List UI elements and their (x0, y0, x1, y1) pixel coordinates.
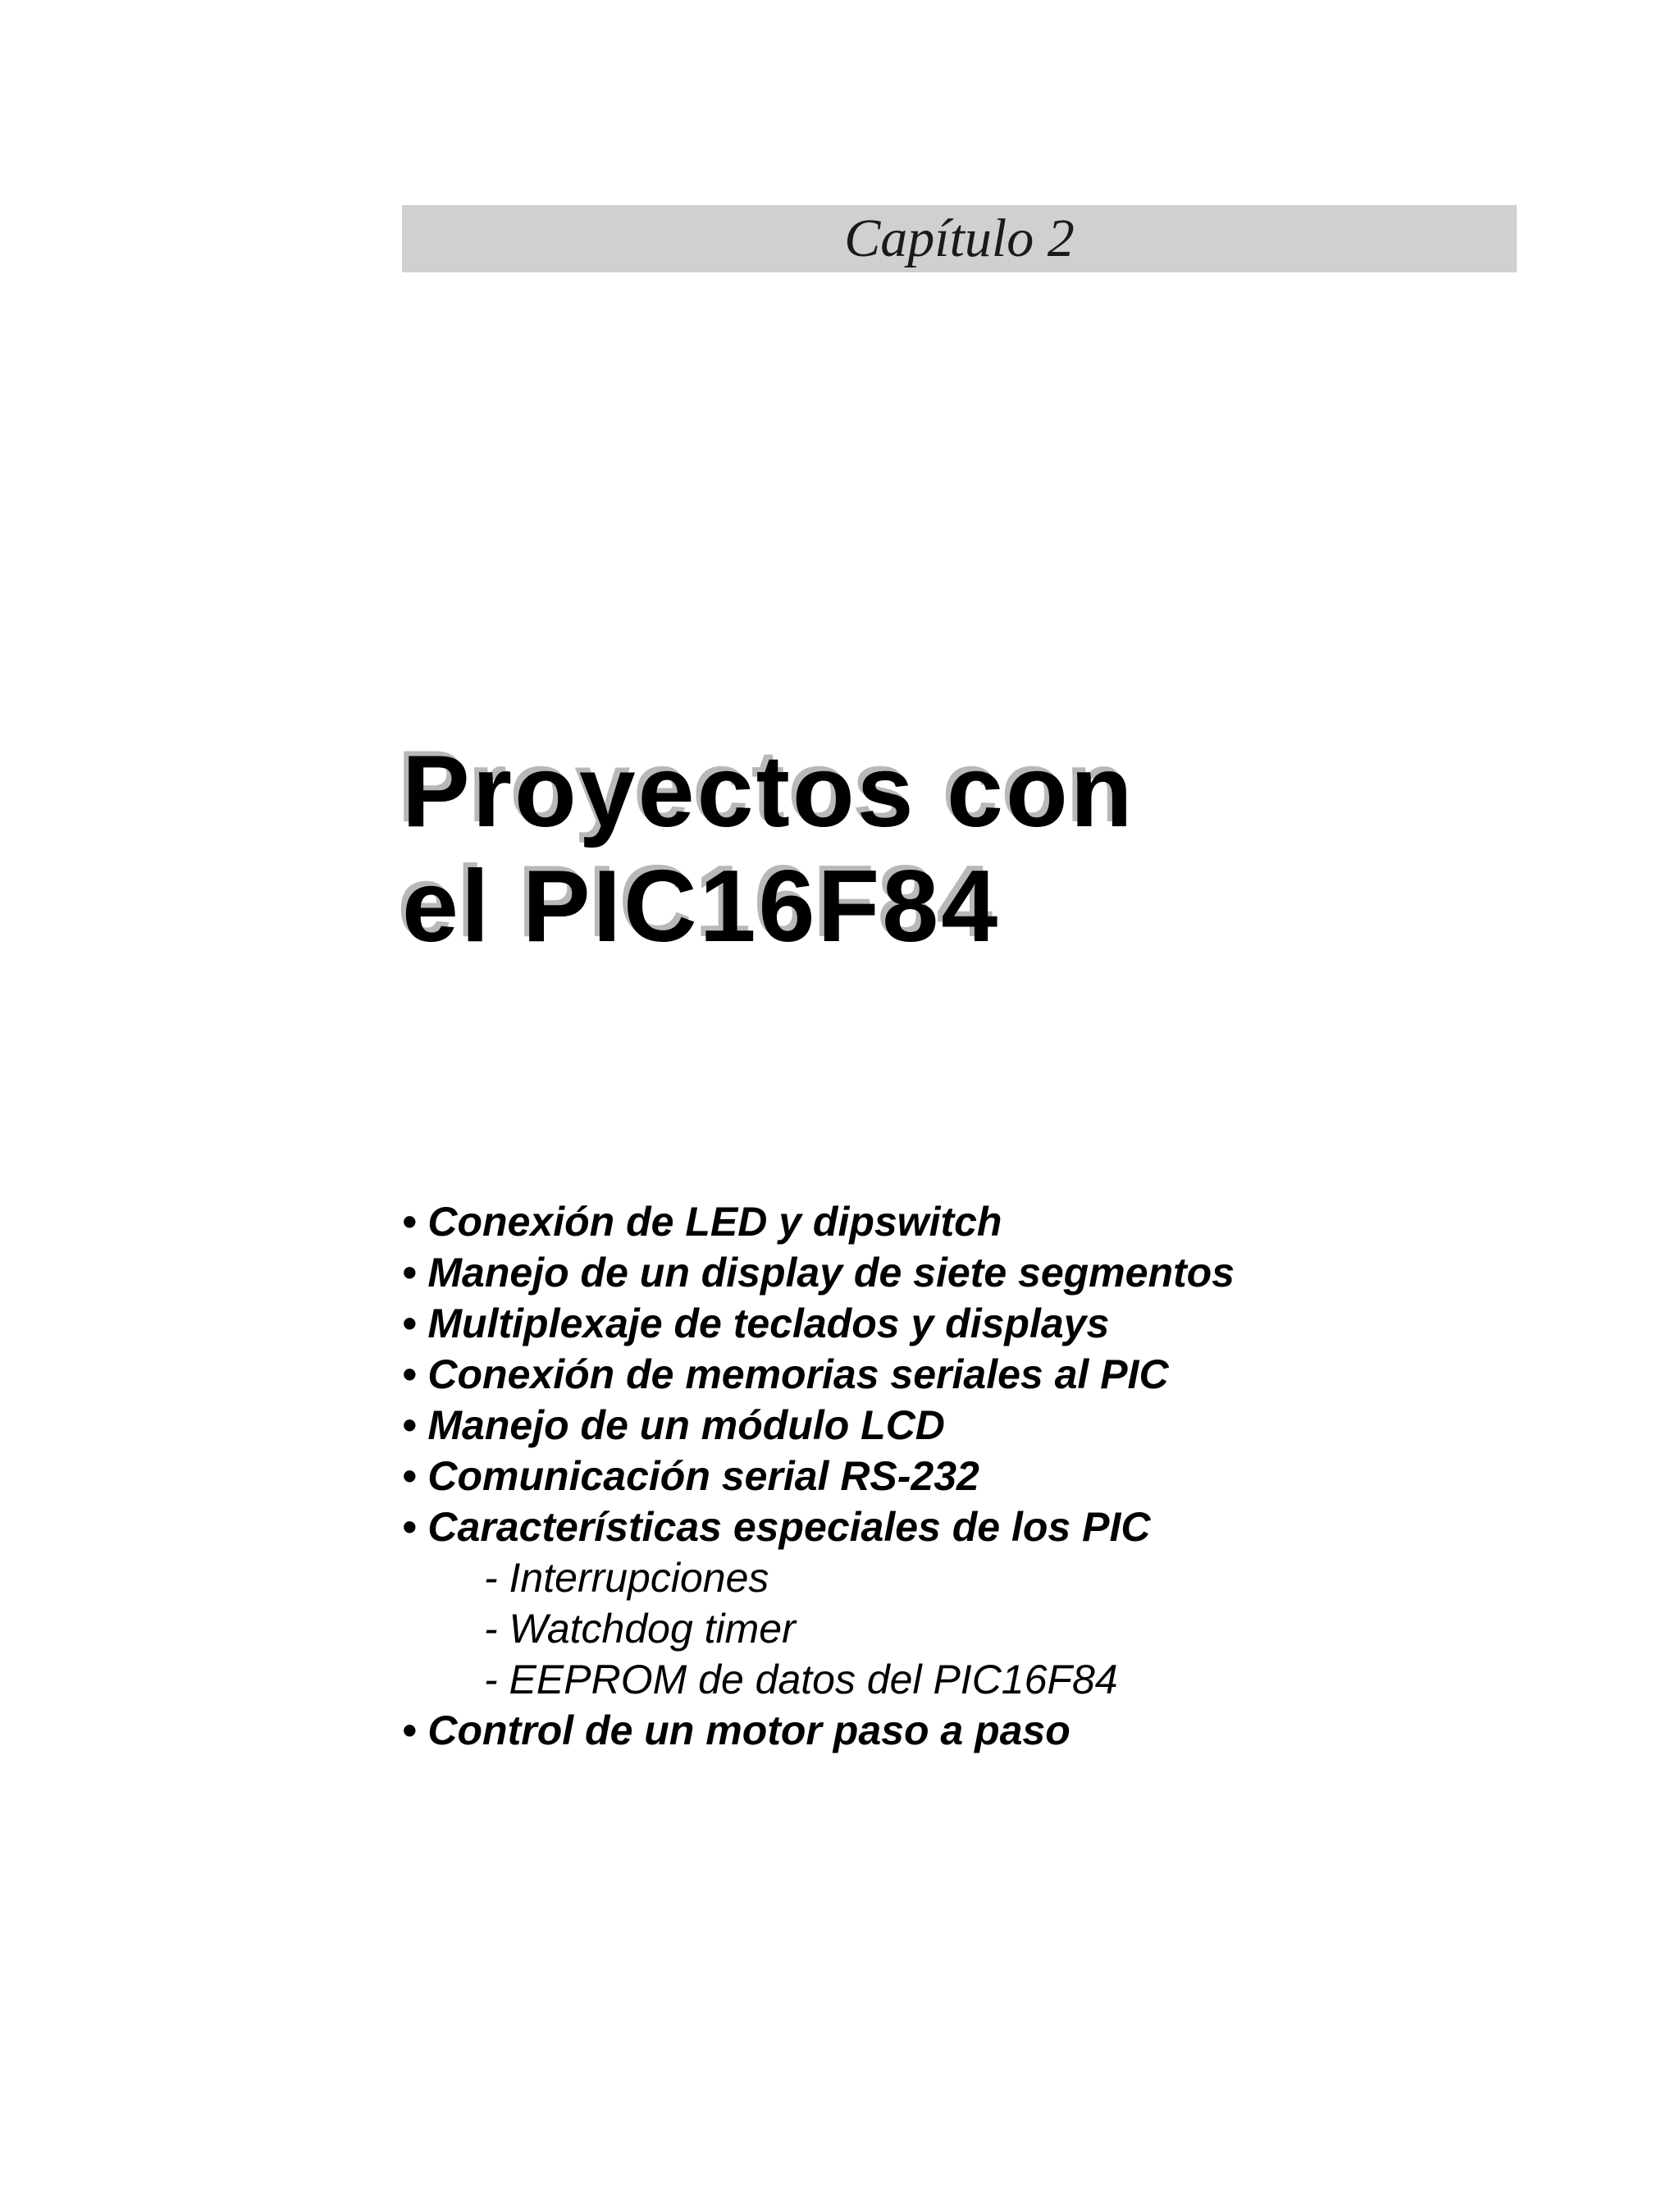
topic-item: • Manejo de un módulo LCD (402, 1402, 945, 1448)
chapter-topics-list (402, 1196, 1632, 1756)
subtopic-item: - Interrupciones (484, 1555, 769, 1601)
topic-item: • Control de un motor paso a paso (402, 1707, 1071, 1753)
chapter-label: Capítulo 2 (844, 208, 1075, 268)
topic-item: • Conexión de LED y dipswitch (402, 1199, 1002, 1245)
topic-item: • Conexión de memorias seriales al PIC (402, 1351, 1169, 1397)
topic-item: • Multiplexaje de teclados y displays (402, 1300, 1110, 1346)
chapter-title (402, 734, 1550, 964)
chapter-header-bar (402, 205, 1517, 272)
chapter-title-line-1: Proyectos con (402, 735, 1135, 848)
subtopic-item: - Watchdog timer (484, 1606, 796, 1652)
topic-item: • Características especiales de los PIC (402, 1504, 1151, 1550)
chapter-title-line-2: el PIC16F84 (402, 850, 1001, 963)
subtopic-item: - EEPROM de datos del PIC16F84 (484, 1657, 1118, 1703)
topic-item: • Comunicación serial RS-232 (402, 1453, 979, 1499)
topic-item: • Manejo de un display de siete segmentos (402, 1250, 1235, 1296)
